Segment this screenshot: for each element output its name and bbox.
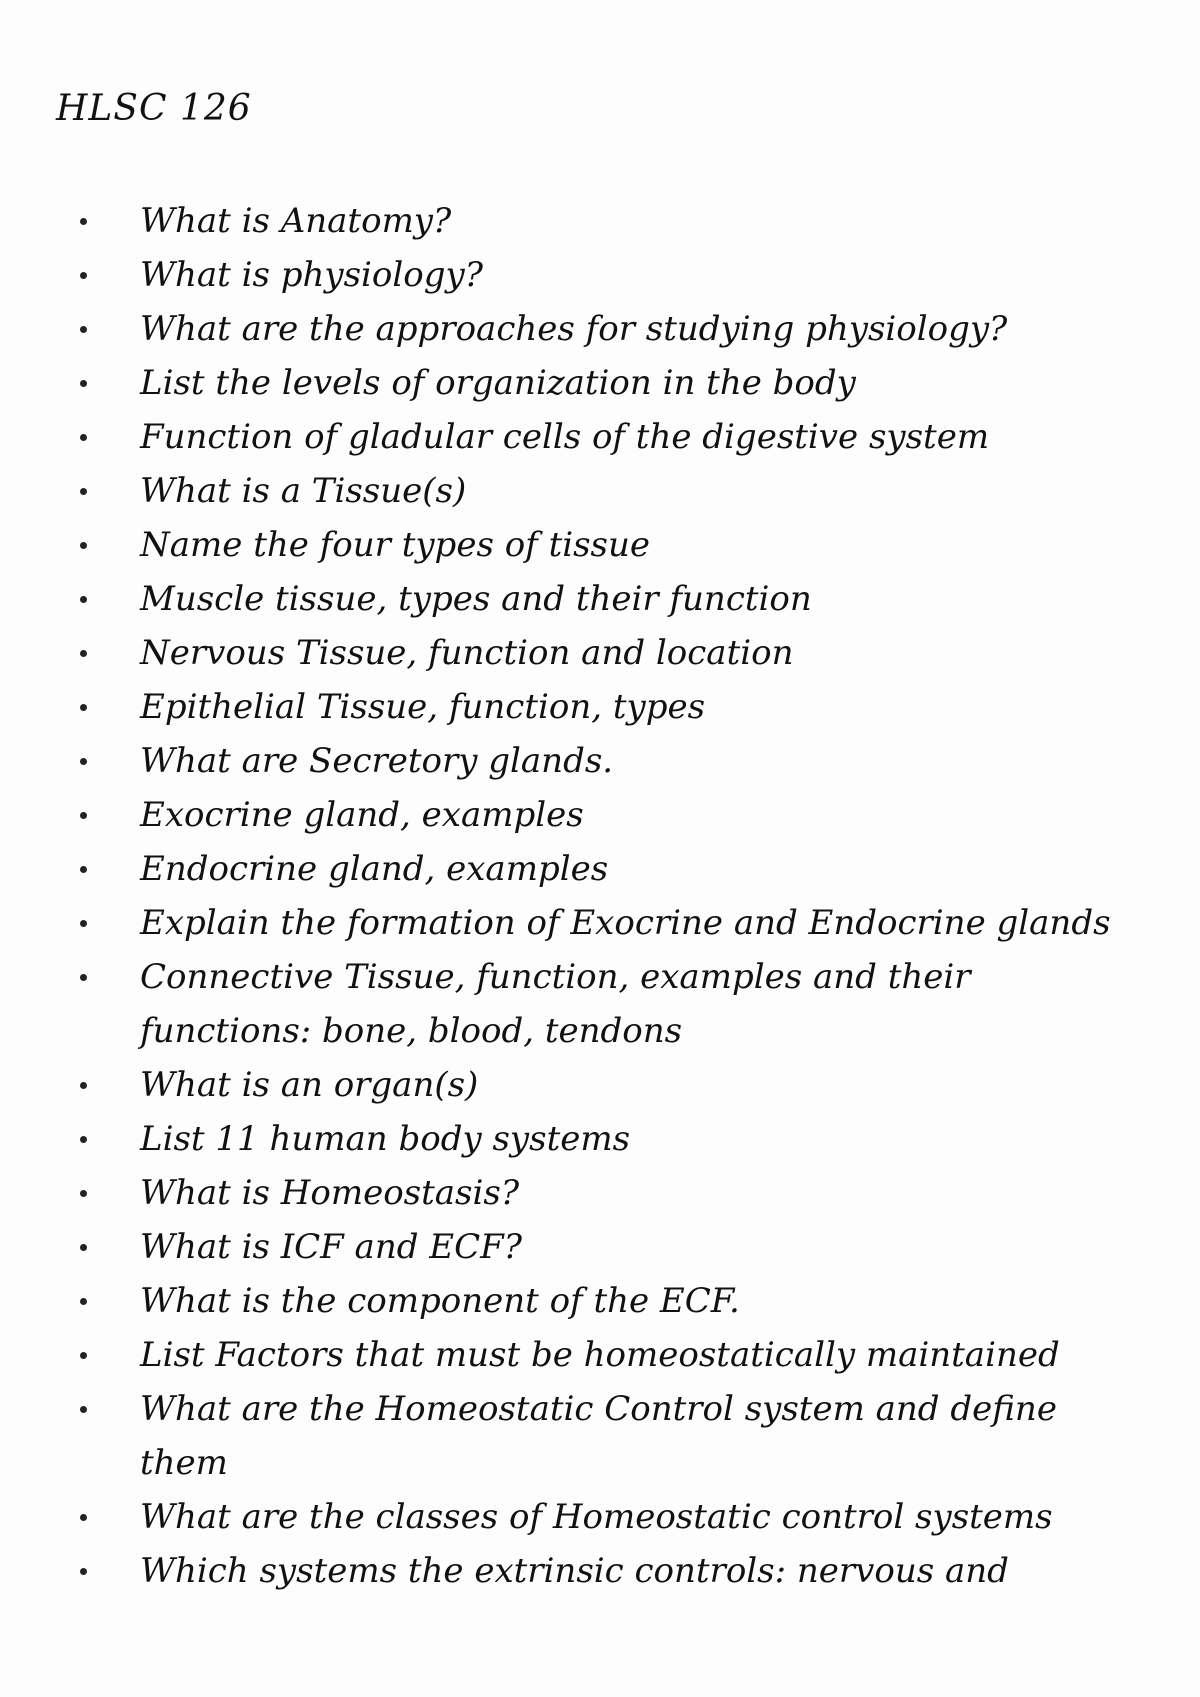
question-text: What is Anatomy? <box>140 201 452 241</box>
question-item <box>0 1058 1200 1112</box>
bullet-icon <box>80 272 87 279</box>
bullet-icon <box>80 218 87 225</box>
bullet-icon <box>80 326 87 333</box>
bullet-icon <box>80 1514 87 1521</box>
question-text: Epithelial Tissue, function, types <box>140 687 706 727</box>
question-text: Function of gladular cells of the digestive system <box>140 417 990 457</box>
question-item <box>0 626 1200 680</box>
bullet-icon <box>80 596 87 603</box>
bullet-icon <box>80 1568 87 1575</box>
question-item <box>0 248 1200 302</box>
question-text: Exocrine gland, examples <box>140 795 584 835</box>
question-text: Name the four types of tissue <box>140 525 651 565</box>
question-item <box>0 194 1200 248</box>
question-item <box>0 464 1200 518</box>
question-text: What are the Homeostatic Control system and define them <box>140 1389 1057 1483</box>
question-text: Connective Tissue, function, examples and their functions: bone, blood, tendons <box>140 957 971 1051</box>
question-item <box>0 842 1200 896</box>
question-item <box>0 302 1200 356</box>
bullet-icon <box>80 1190 87 1197</box>
question-item <box>0 1328 1200 1382</box>
question-item <box>0 1166 1200 1220</box>
bullet-icon <box>80 758 87 765</box>
bullet-icon <box>80 1298 87 1305</box>
bullet-icon <box>80 1136 87 1143</box>
question-text: What is ICF and ECF? <box>140 1227 522 1267</box>
question-item <box>0 356 1200 410</box>
question-item <box>0 1490 1200 1544</box>
question-item <box>0 1274 1200 1328</box>
question-item <box>0 1220 1200 1274</box>
course-code-heading: HLSC 126 <box>56 88 252 129</box>
bullet-icon <box>80 542 87 549</box>
bullet-icon <box>80 866 87 873</box>
question-text: List the levels of organization in the body <box>140 363 856 403</box>
question-text: Which systems the extrinsic controls: nervous and <box>140 1551 1009 1591</box>
bullet-icon <box>80 812 87 819</box>
bullet-icon <box>80 1406 87 1413</box>
question-item <box>0 572 1200 626</box>
question-item <box>0 680 1200 734</box>
question-item <box>0 950 1200 1058</box>
bullet-icon <box>80 434 87 441</box>
question-text: What are Secretory glands. <box>140 741 614 781</box>
question-item <box>0 1382 1200 1490</box>
question-item <box>0 896 1200 950</box>
question-text: What are the classes of Homeostatic control systems <box>140 1497 1053 1537</box>
question-text: Explain the formation of Exocrine and Endocrine glands <box>140 903 1111 943</box>
question-item <box>0 410 1200 464</box>
bullet-icon <box>80 704 87 711</box>
question-text: Endocrine gland, examples <box>140 849 609 889</box>
question-item <box>0 734 1200 788</box>
question-text: What are the approaches for studying physiology? <box>140 309 1008 349</box>
bullet-icon <box>80 1082 87 1089</box>
question-item <box>0 1544 1200 1598</box>
question-text: What is a Tissue(s) <box>140 471 467 511</box>
question-text: What is the component of the ECF. <box>140 1281 740 1321</box>
question-text: What is physiology? <box>140 255 483 295</box>
bullet-icon <box>80 650 87 657</box>
bullet-icon <box>80 380 87 387</box>
bullet-icon <box>80 920 87 927</box>
question-text: List 11 human body systems <box>140 1119 631 1159</box>
bullet-icon <box>80 488 87 495</box>
question-item <box>0 518 1200 572</box>
question-text: Nervous Tissue, function and location <box>140 633 794 673</box>
bullet-icon <box>80 1352 87 1359</box>
question-text: What is Homeostasis? <box>140 1173 520 1213</box>
question-list <box>0 194 1200 1598</box>
question-item <box>0 1112 1200 1166</box>
question-text: List Factors that must be homeostatically maintained <box>140 1335 1060 1375</box>
question-item <box>0 788 1200 842</box>
question-text: What is an organ(s) <box>140 1065 479 1105</box>
bullet-icon <box>80 974 87 981</box>
bullet-icon <box>80 1244 87 1251</box>
question-text: Muscle tissue, types and their function <box>140 579 812 619</box>
